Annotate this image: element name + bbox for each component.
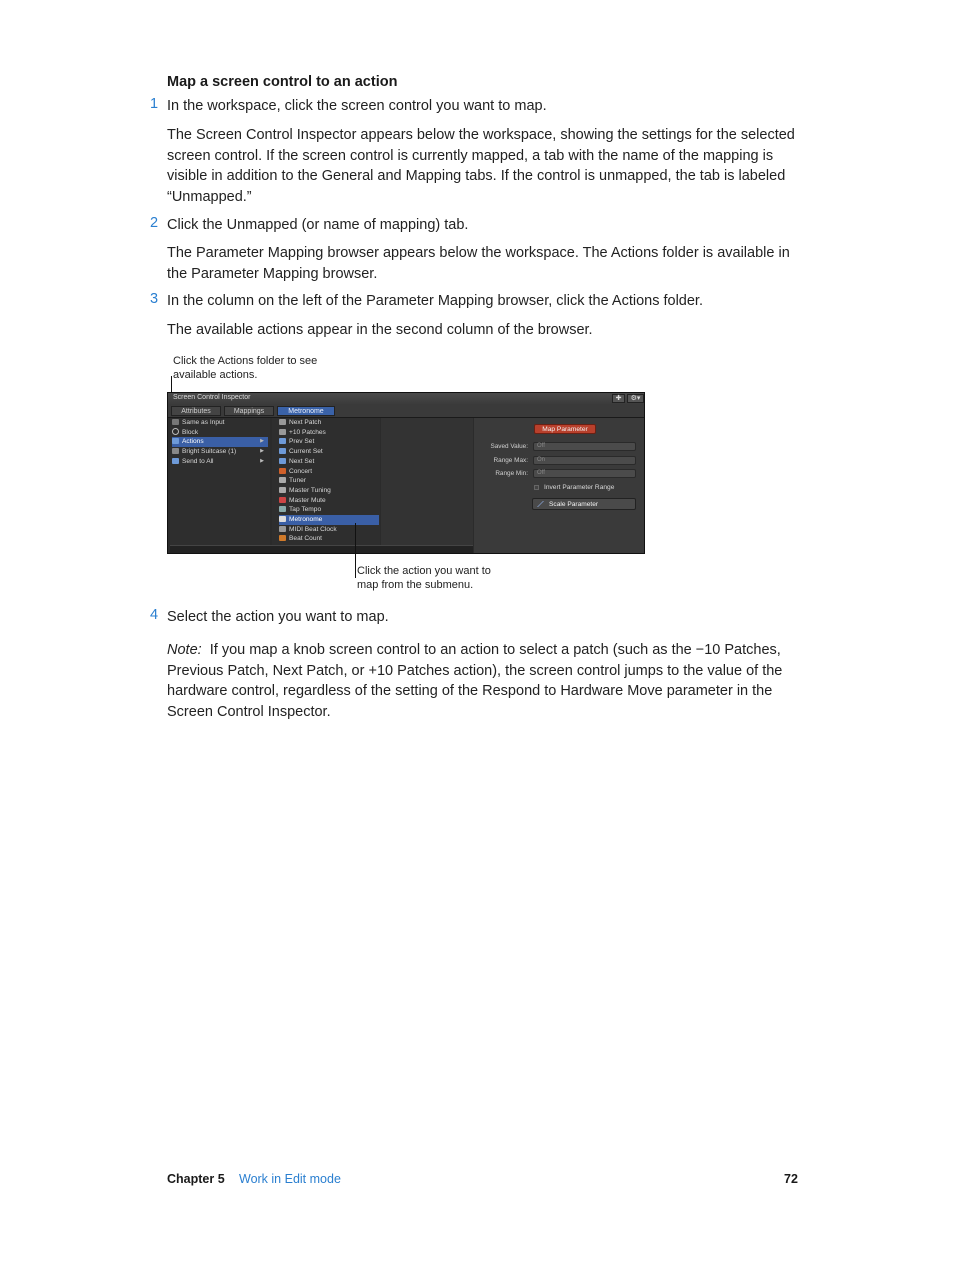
block-icon — [172, 428, 179, 435]
mute-icon — [279, 497, 286, 503]
submenu-arrow-icon: ▶ — [260, 448, 264, 455]
step-text-4: Select the action you want to map. — [167, 609, 389, 625]
list-item-label: Master Mute — [289, 496, 326, 504]
list-item-next-patch[interactable] — [279, 418, 379, 428]
mapping-settings-panel — [474, 418, 645, 554]
callout-line-2: map from the submenu. — [357, 579, 474, 591]
list-item-actions[interactable] — [172, 437, 268, 447]
scale-parameter-button[interactable] — [532, 498, 636, 510]
list-item-label: +10 Patches — [289, 428, 326, 436]
tuning-icon — [279, 487, 286, 493]
saved-value: Off — [537, 443, 545, 449]
list-item-concert[interactable] — [279, 467, 379, 477]
list-item-label: Master Tuning — [289, 486, 331, 494]
concert-icon — [279, 468, 286, 474]
list-item-beat-count[interactable] — [279, 534, 379, 544]
list-item-label: Bright Suitcase (1) — [182, 448, 237, 456]
scale-icon — [536, 501, 545, 507]
screen-control-inspector-screenshot — [167, 392, 645, 554]
tab-mappings[interactable]: Mappings — [224, 406, 274, 416]
callout-line-1: Click the action you want to — [357, 565, 491, 577]
list-item-metronome[interactable] — [279, 515, 379, 525]
callout-line-2: available actions. — [173, 369, 258, 381]
step-number-1: 1 — [150, 96, 159, 112]
submenu-arrow-icon: ▶ — [260, 457, 264, 464]
folder-icon — [279, 448, 286, 454]
list-item-label: Tuner — [289, 477, 306, 485]
list-item-same-as-input[interactable] — [172, 418, 268, 428]
step-number-4: 4 — [150, 607, 159, 623]
callout-line-1: Click the Actions folder to see — [173, 355, 318, 367]
step-number-3: 3 — [150, 291, 159, 307]
folder-icon — [172, 438, 179, 444]
callout-leader-bottom — [355, 523, 356, 578]
list-item-label: MIDI Beat Clock — [289, 525, 337, 533]
step-text-3: In the column on the left of the Parameter Mapping browser, click the Actions folder. — [167, 293, 703, 309]
invert-range-label: Invert Parameter Range — [544, 484, 615, 491]
tempo-icon — [279, 506, 286, 512]
add-icon[interactable]: ✚ — [612, 394, 625, 403]
list-item-tap-tempo[interactable] — [279, 505, 379, 515]
list-item-tuner[interactable] — [279, 476, 379, 486]
list-item-send-to-all[interactable] — [172, 457, 268, 467]
paragraph-browser-appears: The Parameter Mapping browser appears below the workspace. The Actions folder is available in the Parameter Mapping browser. — [167, 245, 790, 282]
beat-icon — [279, 535, 286, 541]
range-max-field[interactable] — [533, 456, 636, 465]
list-item-next-set[interactable] — [279, 457, 379, 467]
scale-parameter-label: Scale Parameter — [549, 501, 599, 508]
list-item-label: Next Patch — [289, 419, 322, 426]
list-item-label: Block — [182, 428, 199, 436]
list-item-midi-beat-clock[interactable] — [279, 525, 379, 535]
list-item-label: Next Set — [289, 457, 315, 465]
list-item-plus-10-patches[interactable] — [279, 428, 379, 438]
browser-column-2 — [272, 418, 380, 545]
inspector-title: Screen Control Inspector — [173, 394, 251, 401]
callout-actions-folder — [173, 354, 317, 382]
browser-column-3 — [381, 418, 473, 545]
midi-icon — [279, 526, 286, 532]
note-paragraph — [167, 640, 797, 723]
list-item-master-mute[interactable] — [279, 496, 379, 506]
list-item-prev-set[interactable] — [279, 437, 379, 447]
map-parameter-button[interactable]: Map Parameter — [534, 424, 596, 434]
paragraph-inspector-appears: The Screen Control Inspector appears below the workspace, showing the settings for the selected screen control. If the screen control is currently mapped, a tab with the name of the mapping is visible in addition to the General and Mapping tabs. If the control is unmapped, the tab is labeled “Unmapped.” — [167, 127, 795, 206]
inspector-tab-bar — [168, 405, 645, 418]
list-item-label: Beat Count — [289, 535, 322, 543]
folder-icon — [279, 458, 286, 464]
note-text: If you map a knob screen control to an action to select a patch (such as the −10 Patches, Previous Patch, Next Patch, or +10 Patches action), the screen control jumps to the value of the hardware control, regardless of the setting of the Respond to Hardware Move parameter in the Screen Control Inspector. — [167, 642, 783, 721]
saved-value-field[interactable] — [533, 442, 636, 451]
list-item-label: Current Set — [289, 448, 323, 456]
list-item-label: Concert — [289, 467, 313, 475]
section-title: Map a screen control to an action — [167, 74, 398, 90]
tab-attributes[interactable]: Attributes — [171, 406, 221, 416]
browser-bottom-bar — [170, 545, 473, 554]
list-item-label: Tap Tempo — [289, 506, 322, 514]
instrument-icon — [172, 448, 179, 454]
footer-chapter: Chapter 5 — [167, 1172, 225, 1186]
folder-icon — [172, 458, 179, 464]
list-item-label: Send to All — [182, 457, 214, 465]
saved-value-label: Saved Value: — [490, 443, 528, 450]
patch-icon — [279, 429, 286, 435]
range-min-value: Off — [537, 470, 545, 476]
step-text-1: In the workspace, click the screen control you want to map. — [167, 98, 547, 114]
page-number: 72 — [784, 1172, 798, 1186]
list-item-label: Prev Set — [289, 438, 315, 446]
folder-icon — [279, 438, 286, 444]
list-item-current-set[interactable] — [279, 447, 379, 457]
list-item-label: Metronome — [289, 516, 323, 523]
list-item-bright-suitcase[interactable] — [172, 447, 268, 457]
input-icon — [172, 419, 179, 425]
list-item-block[interactable] — [172, 428, 268, 438]
metronome-icon — [279, 516, 286, 522]
footer-chapter-link[interactable]: Work in Edit mode — [239, 1172, 341, 1186]
range-max-value: On — [537, 457, 546, 463]
range-max-label: Range Max: — [493, 457, 528, 464]
tuner-icon — [279, 477, 286, 483]
callout-choose-action — [357, 564, 491, 592]
list-item-master-tuning[interactable] — [279, 486, 379, 496]
note-label: Note: — [167, 642, 202, 658]
range-min-label: Range Min: — [495, 470, 528, 477]
step-text-2: Click the Unmapped (or name of mapping) tab. — [167, 217, 469, 233]
step-number-2: 2 — [150, 215, 159, 231]
range-min-field[interactable] — [533, 469, 636, 478]
invert-range-checkbox[interactable] — [534, 485, 539, 490]
gear-icon[interactable]: ⚙▾ — [627, 394, 644, 403]
submenu-arrow-icon: ▶ — [260, 438, 264, 445]
paragraph-actions-appear: The available actions appear in the second column of the browser. — [167, 322, 593, 338]
list-item-label: Same as Input — [182, 419, 225, 426]
list-item-label: Actions — [182, 438, 204, 446]
patch-icon — [279, 419, 286, 425]
tab-metronome[interactable]: Metronome — [277, 406, 335, 416]
browser-column-1 — [170, 418, 270, 545]
